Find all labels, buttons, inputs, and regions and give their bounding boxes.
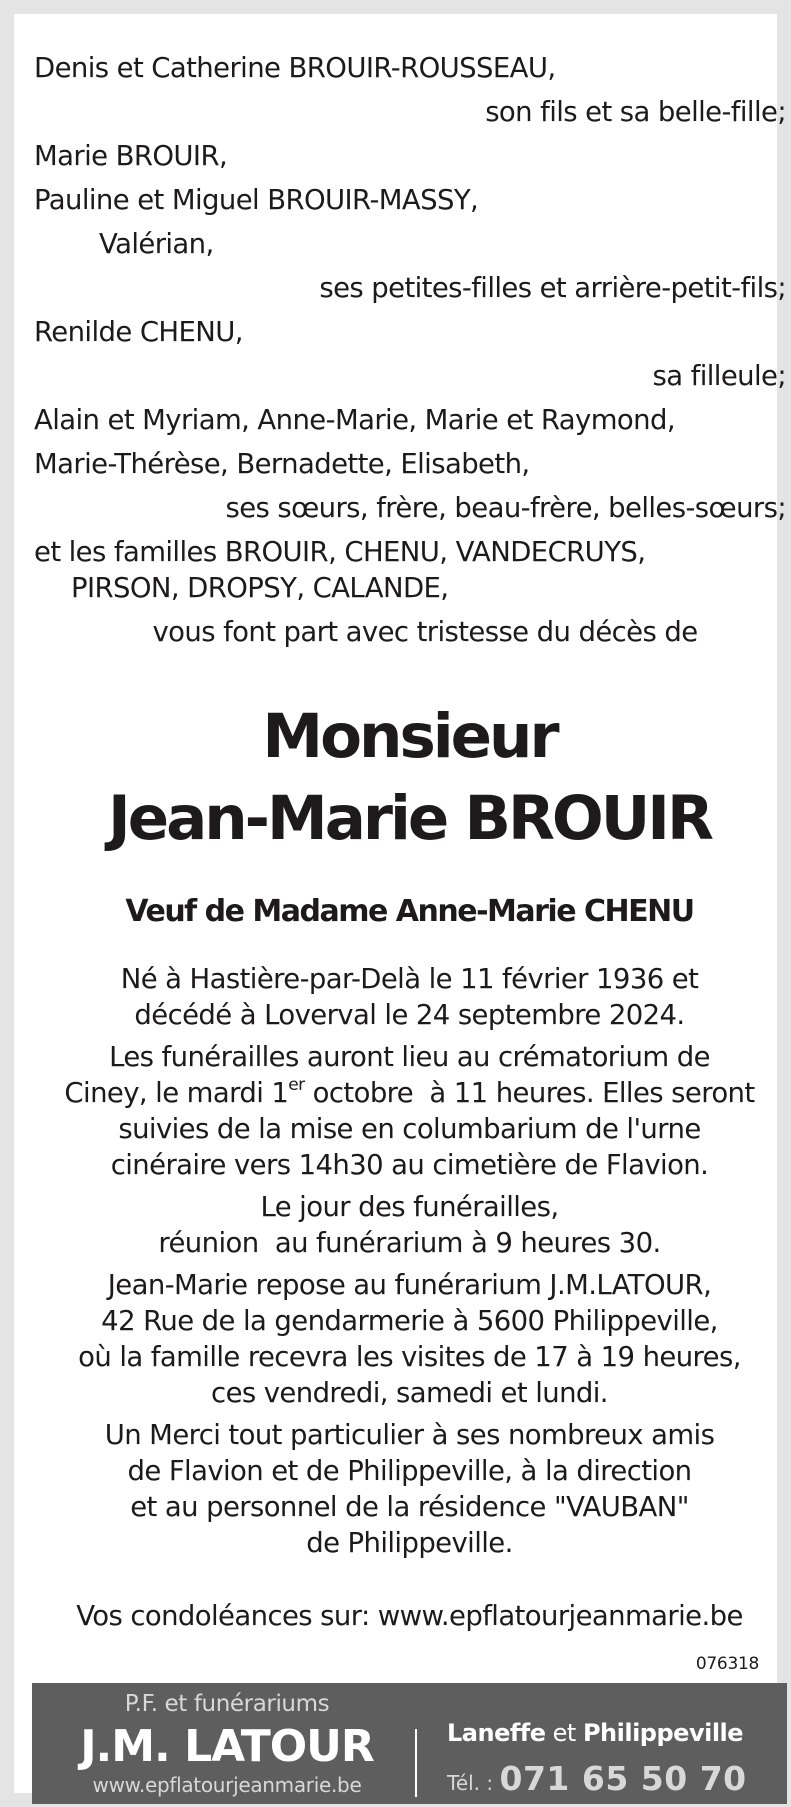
visitation-line: ces vendredi, samedi et lundi. — [211, 1377, 608, 1409]
banner-website[interactable]: www.epflatourjeanmarie.be — [92, 1773, 362, 1797]
family-relation: ses sœurs, frère, beau-frère, belles-sœurs; — [225, 492, 786, 524]
visitation-paragraph — [32, 1267, 787, 1411]
banner-locations — [447, 1719, 743, 1747]
funeral-home-banner — [32, 1683, 787, 1804]
announcement-line: vous font part avec tristesse du décès de — [152, 616, 698, 648]
funeral-line: Ciney, le mardi 1 — [64, 1077, 289, 1109]
thanks-line: Un Merci tout particulier à ses nombreux amis — [104, 1419, 715, 1451]
birth-line: Né à Hastière-par-Delà le 11 février 1936 et — [120, 963, 699, 995]
death-line: décédé à Loverval le 24 septembre 2024. — [134, 999, 685, 1031]
meeting-line: réunion au funérarium à 9 heures 30. — [158, 1227, 661, 1259]
family-member-line: Valérian, — [99, 228, 214, 260]
deceased-name: Jean-Marie BROUIR — [108, 783, 711, 854]
family-member-line: Renilde CHENU, — [34, 316, 243, 348]
funeral-line: cinéraire vers 14h30 au cimetière de Flavion. — [110, 1149, 709, 1181]
visitation-line: Jean-Marie repose au funérarium J.M.LATOUR, — [107, 1269, 712, 1301]
reference-number: 076318 — [695, 1654, 759, 1674]
thanks-line: de Philippeville. — [306, 1527, 513, 1559]
thanks-line: et au personnel de la résidence "VAUBAN" — [130, 1491, 689, 1523]
thanks-paragraph — [32, 1417, 787, 1561]
meeting-line: Le jour des funérailles, — [260, 1191, 559, 1223]
banner-town: Laneffe — [447, 1719, 546, 1747]
widow-line: Veuf de Madame Anne-Marie CHENU — [125, 894, 694, 929]
family-member-line: PIRSON, DROPSY, CALANDE, — [71, 572, 449, 604]
funeral-paragraph — [32, 1039, 787, 1183]
banner-brand-logo: J.M. LATOUR — [80, 1721, 374, 1772]
ordinal-suffix: er — [288, 1074, 305, 1095]
family-member-line: Marie BROUIR, — [34, 140, 228, 172]
banner-town-joiner: et — [545, 1719, 583, 1747]
banner-town: Philippeville — [582, 1719, 744, 1747]
funeral-line: octobre à 11 heures. Elles seront — [304, 1077, 755, 1109]
deceased-title: Monsieur — [262, 701, 557, 772]
family-member-line: Denis et Catherine BROUIR-ROUSSEAU, — [34, 52, 556, 84]
funeral-details — [32, 961, 787, 1565]
funeral-line: Les funérailles auront lieu au crématorium de — [109, 1041, 710, 1073]
phone-number[interactable]: 071 65 50 70 — [499, 1759, 747, 1798]
banner-divider — [415, 1729, 417, 1797]
family-relation: ses petites-filles et arrière-petit-fils; — [319, 272, 786, 304]
meeting-paragraph — [32, 1189, 787, 1261]
visitation-line: 42 Rue de la gendarmerie à 5600 Philippeville, — [101, 1305, 718, 1337]
family-relation: sa filleule; — [652, 360, 786, 392]
thanks-line: de Flavion et de Philippeville, à la direction — [127, 1455, 692, 1487]
banner-phone — [447, 1759, 747, 1798]
banner-tagline: P.F. et funérariums — [124, 1691, 330, 1717]
family-member-line: Pauline et Miguel BROUIR-MASSY, — [34, 184, 479, 216]
visitation-line: où la famille recevra les visites de 17 à 19 heures, — [78, 1341, 741, 1373]
family-member-line: Marie-Thérèse, Bernadette, Elisabeth, — [34, 448, 530, 480]
condolences-link[interactable]: Vos condoléances sur: www.epflatourjeanmarie.be — [76, 1600, 743, 1632]
family-relation: son fils et sa belle-fille; — [485, 96, 786, 128]
phone-label: Tél. : — [447, 1771, 500, 1795]
family-member-line: Alain et Myriam, Anne-Marie, Marie et Raymond, — [34, 404, 675, 436]
family-member-line: et les familles BROUIR, CHENU, VANDECRUYS, — [34, 536, 646, 568]
funeral-line: suivies de la mise en columbarium de l'urne — [118, 1113, 701, 1145]
birth-death-paragraph — [32, 961, 787, 1033]
family-list — [34, 46, 786, 654]
